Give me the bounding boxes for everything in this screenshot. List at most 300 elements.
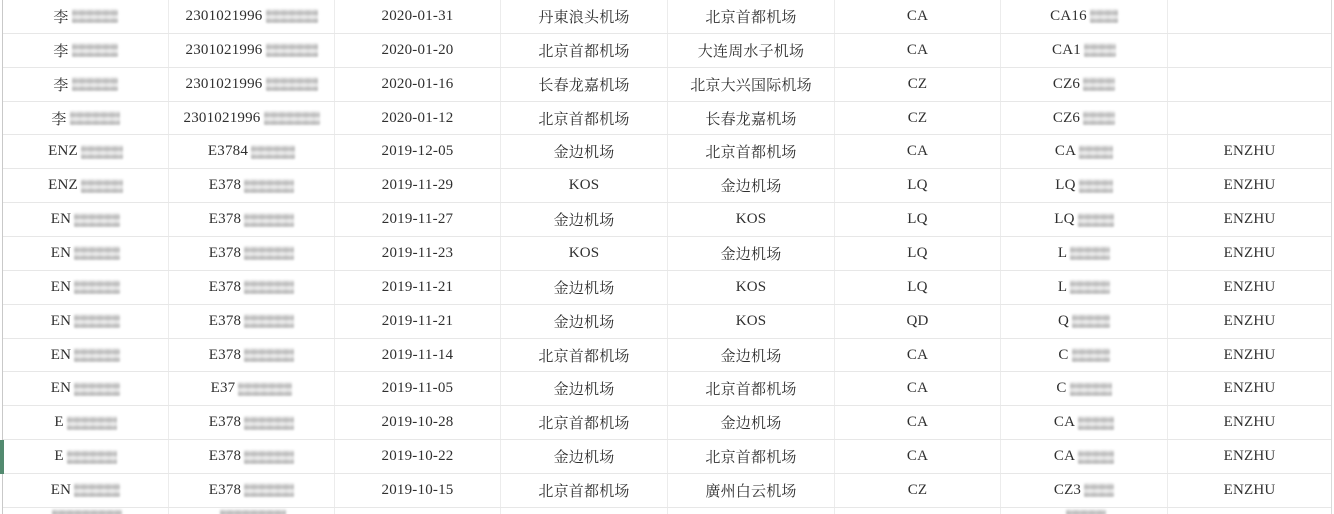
redacted-name-prefix: E (54, 448, 64, 465)
cell-flight-number[interactable] (1001, 305, 1168, 338)
cell-arrival-airport[interactable] (668, 203, 835, 236)
redacted-name-prefix: 李 (53, 43, 69, 60)
cell-flight-number[interactable] (1001, 203, 1168, 236)
cell-airline-code[interactable] (835, 34, 1001, 67)
redaction-mosaic (1070, 246, 1110, 260)
redacted-id-number-prefix: E37 (210, 380, 236, 397)
cell-flight-number[interactable] (1001, 169, 1168, 202)
cell-id-number[interactable] (169, 102, 335, 135)
cell-id-number[interactable] (169, 372, 335, 405)
redacted-name-prefix: EN (50, 244, 72, 261)
cell-tag[interactable] (1168, 237, 1331, 270)
redaction-mosaic (74, 314, 120, 328)
cell-tag[interactable] (1168, 474, 1331, 507)
cell-departure-airport[interactable] (501, 169, 668, 202)
redaction-mosaic (72, 43, 118, 57)
date-text: 2019-11-14 (381, 346, 454, 363)
cell-tag[interactable] (1168, 406, 1331, 439)
cell-name[interactable] (3, 169, 169, 202)
table-row (3, 474, 1331, 508)
cell-departure-airport[interactable] (501, 406, 668, 439)
airline-code-text: CA (906, 380, 929, 397)
departure-airport-text: 金边机场 (553, 145, 615, 162)
redacted-id-number-prefix: E378 (208, 244, 242, 261)
table-row (3, 440, 1331, 474)
cell-flight-number[interactable] (1001, 271, 1168, 304)
tag-text: ENZHU (1223, 278, 1276, 295)
redaction-mosaic (244, 213, 294, 227)
table-row (3, 406, 1331, 440)
tag-text: ENZHU (1223, 414, 1276, 431)
redacted-flight-number-prefix: CA1 (1052, 41, 1081, 58)
cell-id-number[interactable] (169, 169, 335, 202)
cell-date[interactable] (335, 474, 501, 507)
departure-airport-text: 丹東浪头机场 (538, 9, 630, 26)
cell-airline-code[interactable] (835, 440, 1001, 473)
redacted-name-prefix: 李 (53, 9, 69, 26)
redaction-mosaic (1079, 145, 1113, 159)
redaction-mosaic (244, 246, 294, 260)
date-text: 2020-01-12 (381, 109, 454, 126)
redaction-mosaic (266, 9, 318, 23)
cell-tag[interactable] (1168, 508, 1331, 514)
redacted-id-number-prefix: E378 (208, 448, 242, 465)
table-row (3, 102, 1331, 136)
cell-airline-code[interactable] (835, 135, 1001, 168)
redacted-id-number-prefix: E378 (208, 346, 242, 363)
redacted-name-prefix: EN (50, 481, 72, 498)
arrival-airport-text: 大连周水子机场 (697, 43, 805, 60)
cell-name[interactable] (3, 102, 169, 135)
cell-airline-code[interactable] (835, 169, 1001, 202)
cell-date[interactable] (335, 68, 501, 101)
tag-text: ENZHU (1223, 244, 1276, 261)
arrival-airport-text: KOS (735, 211, 767, 228)
cell-name[interactable] (3, 237, 169, 270)
redacted-name-prefix: EN (50, 380, 72, 397)
cell-tag[interactable] (1168, 0, 1331, 33)
cell-id-number[interactable] (169, 34, 335, 67)
cell-departure-airport[interactable] (501, 440, 668, 473)
cell-departure-airport[interactable] (501, 305, 668, 338)
arrival-airport-text: 金边机场 (720, 416, 782, 433)
redaction-mosaic (74, 246, 120, 260)
redacted-flight-number-prefix: LQ (1054, 211, 1075, 228)
cell-flight-number[interactable] (1001, 508, 1168, 514)
cell-date[interactable] (335, 203, 501, 236)
redaction-mosaic (244, 483, 294, 497)
cell-airline-code[interactable] (835, 339, 1001, 372)
redaction-mosaic (244, 179, 294, 193)
departure-airport-text: 北京首都机场 (538, 111, 630, 128)
cell-name[interactable] (3, 474, 169, 507)
cell-id-number[interactable] (169, 305, 335, 338)
redaction-mosaic (67, 416, 117, 430)
redacted-id-number-prefix: E378 (208, 312, 242, 329)
cell-departure-airport[interactable] (501, 508, 668, 514)
cell-date[interactable] (335, 508, 501, 514)
redaction-mosaic (1078, 450, 1114, 464)
cell-arrival-airport[interactable] (668, 271, 835, 304)
redacted-name-prefix: 李 (53, 77, 69, 94)
tag-text: ENZHU (1223, 312, 1276, 329)
cell-id-number[interactable] (169, 440, 335, 473)
cell-date[interactable] (335, 305, 501, 338)
cell-id-number[interactable] (169, 508, 335, 514)
redaction-mosaic (1084, 43, 1116, 57)
cell-id-number[interactable] (169, 339, 335, 372)
redacted-name-prefix: EN (50, 278, 72, 295)
departure-airport-text: 金边机场 (553, 314, 615, 331)
arrival-airport-text: 北京首都机场 (705, 145, 797, 162)
airline-code-text: LQ (907, 211, 928, 228)
redacted-name-prefix: EN (50, 312, 72, 329)
flight-record-table (2, 0, 1332, 514)
cell-arrival-airport[interactable] (668, 305, 835, 338)
redaction-mosaic (1072, 314, 1110, 328)
redacted-name-prefix: ENZ (48, 143, 78, 160)
cell-departure-airport[interactable] (501, 102, 668, 135)
redacted-id-number-prefix: 2301021996 (183, 109, 261, 126)
redacted-id-number-prefix: E378 (208, 211, 242, 228)
date-text: 2019-11-21 (381, 278, 454, 295)
airline-code-text: CA (906, 41, 929, 58)
redaction-mosaic (74, 280, 120, 294)
table-row (3, 203, 1331, 237)
departure-airport-text: 金边机场 (553, 213, 615, 230)
cell-id-number[interactable] (169, 68, 335, 101)
arrival-airport-text: KOS (735, 278, 767, 295)
date-text: 2019-11-29 (381, 177, 454, 194)
cell-date[interactable] (335, 102, 501, 135)
cell-name[interactable] (3, 406, 169, 439)
cell-airline-code[interactable] (835, 0, 1001, 33)
redaction-mosaic (244, 450, 294, 464)
cell-flight-number[interactable] (1001, 237, 1168, 270)
redaction-mosaic (266, 77, 318, 91)
table-row (3, 135, 1331, 169)
date-text: 2019-11-21 (381, 312, 454, 329)
table-body (3, 0, 1331, 514)
redacted-flight-number-prefix: CA (1053, 448, 1076, 465)
airline-code-text: CZ (907, 109, 928, 126)
redaction-mosaic (1070, 280, 1110, 294)
cell-tag[interactable] (1168, 169, 1331, 202)
redaction-mosaic (81, 145, 123, 159)
cell-departure-airport[interactable] (501, 34, 668, 67)
cell-tag[interactable] (1168, 440, 1331, 473)
cell-date[interactable] (335, 271, 501, 304)
date-text: 2020-01-16 (381, 75, 454, 92)
cell-flight-number[interactable] (1001, 339, 1168, 372)
date-text: 2019-10-22 (381, 448, 454, 465)
arrival-airport-text: 廣州白云机场 (705, 483, 797, 500)
cell-departure-airport[interactable] (501, 135, 668, 168)
departure-airport-text: 金边机场 (553, 280, 615, 297)
departure-airport-text: 北京首都机场 (538, 43, 630, 60)
cell-airline-code[interactable] (835, 271, 1001, 304)
redaction-mosaic (1090, 9, 1118, 23)
arrival-airport-text: KOS (735, 312, 767, 329)
cell-date[interactable] (335, 34, 501, 67)
cell-flight-number[interactable] (1001, 135, 1168, 168)
cell-name[interactable] (3, 305, 169, 338)
cell-tag[interactable] (1168, 68, 1331, 101)
table-row (3, 237, 1331, 271)
cell-id-number[interactable] (169, 474, 335, 507)
redaction-mosaic (1084, 483, 1114, 497)
cell-id-number[interactable] (169, 135, 335, 168)
redaction-mosaic (52, 509, 122, 514)
airline-code-text: QD (906, 312, 929, 329)
redaction-mosaic (1083, 111, 1115, 125)
date-text: 2020-01-20 (381, 41, 454, 58)
departure-airport-text: 金边机场 (553, 450, 615, 467)
redacted-id-number-prefix: E378 (208, 278, 242, 295)
cell-id-number[interactable] (169, 0, 335, 33)
cell-airline-code[interactable] (835, 305, 1001, 338)
cell-name[interactable] (3, 271, 169, 304)
cell-flight-number[interactable] (1001, 372, 1168, 405)
cell-flight-number[interactable] (1001, 406, 1168, 439)
table-row (3, 0, 1331, 34)
arrival-airport-text: 北京首都机场 (705, 9, 797, 26)
cell-date[interactable] (335, 372, 501, 405)
arrival-airport-text: 北京首都机场 (705, 450, 797, 467)
cell-arrival-airport[interactable] (668, 372, 835, 405)
redacted-id-number-prefix: 2301021996 (185, 41, 263, 58)
cell-departure-airport[interactable] (501, 237, 668, 270)
airline-code-text: CA (906, 143, 929, 160)
date-text: 2020-01-31 (381, 7, 454, 24)
arrival-airport-text: 长春龙嘉机场 (705, 111, 797, 128)
airline-code-text: CZ (907, 481, 928, 498)
redacted-name-prefix: EN (50, 346, 72, 363)
cell-airline-code[interactable] (835, 508, 1001, 514)
cell-name[interactable] (3, 339, 169, 372)
cell-tag[interactable] (1168, 271, 1331, 304)
cell-arrival-airport[interactable] (668, 68, 835, 101)
tag-text: ENZHU (1223, 211, 1276, 228)
cell-id-number[interactable] (169, 237, 335, 270)
cell-date[interactable] (335, 440, 501, 473)
redacted-flight-number-prefix: CZ3 (1053, 481, 1082, 498)
table-row (3, 68, 1331, 102)
tag-text: ENZHU (1223, 380, 1276, 397)
cell-departure-airport[interactable] (501, 474, 668, 507)
redacted-name-prefix: 李 (51, 111, 67, 128)
cell-tag[interactable] (1168, 102, 1331, 135)
redacted-id-number-prefix: E3784 (207, 143, 249, 160)
cell-tag[interactable] (1168, 203, 1331, 236)
cell-arrival-airport[interactable] (668, 0, 835, 33)
cell-airline-code[interactable] (835, 237, 1001, 270)
redaction-mosaic (1072, 348, 1110, 362)
cell-airline-code[interactable] (835, 372, 1001, 405)
airline-code-text: CA (906, 7, 929, 24)
cell-departure-airport[interactable] (501, 339, 668, 372)
cell-arrival-airport[interactable] (668, 440, 835, 473)
departure-airport-text: 长春龙嘉机场 (538, 77, 630, 94)
redaction-mosaic (72, 77, 118, 91)
departure-airport-text: 北京首都机场 (538, 416, 630, 433)
departure-airport-text: 北京首都机场 (538, 348, 630, 365)
redacted-name-prefix: E (54, 414, 64, 431)
redacted-id-number-prefix: E378 (208, 414, 242, 431)
cell-departure-airport[interactable] (501, 68, 668, 101)
arrival-airport-text: 金边机场 (720, 179, 782, 196)
redaction-mosaic (1079, 179, 1113, 193)
cell-airline-code[interactable] (835, 68, 1001, 101)
redacted-flight-number-prefix: C (1056, 380, 1067, 397)
cell-flight-number[interactable] (1001, 474, 1168, 507)
table-row (3, 339, 1331, 373)
redacted-flight-number-prefix: C (1058, 346, 1069, 363)
table-row-partial (3, 508, 1331, 514)
cell-name[interactable] (3, 508, 169, 514)
cell-arrival-airport[interactable] (668, 237, 835, 270)
tag-text: ENZHU (1223, 346, 1276, 363)
cell-arrival-airport[interactable] (668, 339, 835, 372)
cell-departure-airport[interactable] (501, 372, 668, 405)
date-text: 2019-10-15 (381, 481, 454, 498)
cell-name[interactable] (3, 34, 169, 67)
cell-departure-airport[interactable] (501, 203, 668, 236)
cell-flight-number[interactable] (1001, 68, 1168, 101)
redaction-mosaic (1078, 416, 1114, 430)
cell-tag[interactable] (1168, 135, 1331, 168)
redaction-mosaic (70, 111, 120, 125)
redacted-id-number-prefix: 2301021996 (185, 7, 263, 24)
date-text: 2019-11-27 (381, 211, 454, 228)
cell-arrival-airport[interactable] (668, 34, 835, 67)
cell-tag[interactable] (1168, 339, 1331, 372)
redacted-flight-number-prefix: L (1057, 278, 1068, 295)
redaction-mosaic (244, 348, 294, 362)
table-row (3, 271, 1331, 305)
redacted-id-number-prefix: 2301021996 (185, 75, 263, 92)
cell-date[interactable] (335, 406, 501, 439)
airline-code-text: CZ (907, 75, 928, 92)
cell-departure-airport[interactable] (501, 0, 668, 33)
cell-arrival-airport[interactable] (668, 135, 835, 168)
cell-name[interactable] (3, 135, 169, 168)
redacted-id-number-prefix: E378 (208, 481, 242, 498)
redaction-mosaic (266, 43, 318, 57)
departure-airport-text: 北京首都机场 (538, 483, 630, 500)
redaction-mosaic (264, 111, 320, 125)
table-row (3, 34, 1331, 68)
redacted-flight-number-prefix: CZ6 (1052, 109, 1081, 126)
tag-text: ENZHU (1223, 448, 1276, 465)
departure-airport-text: 金边机场 (553, 382, 615, 399)
cell-name[interactable] (3, 203, 169, 236)
table-row (3, 372, 1331, 406)
arrival-airport-text: 金边机场 (720, 348, 782, 365)
redacted-name-prefix: ENZ (48, 177, 78, 194)
table-row (3, 305, 1331, 339)
tag-text: ENZHU (1223, 143, 1276, 160)
departure-airport-text: KOS (568, 177, 600, 194)
cell-arrival-airport[interactable] (668, 474, 835, 507)
cell-departure-airport[interactable] (501, 271, 668, 304)
date-text: 2019-12-05 (381, 143, 454, 160)
cell-id-number[interactable] (169, 203, 335, 236)
redacted-flight-number-prefix: CA (1053, 414, 1076, 431)
redacted-flight-number-prefix: Q (1057, 312, 1070, 329)
departure-airport-text: KOS (568, 244, 600, 261)
cell-id-number[interactable] (169, 271, 335, 304)
cell-date[interactable] (335, 169, 501, 202)
cell-flight-number[interactable] (1001, 102, 1168, 135)
arrival-airport-text: 北京首都机场 (705, 382, 797, 399)
cell-arrival-airport[interactable] (668, 508, 835, 514)
redacted-flight-number-prefix: L (1057, 244, 1068, 261)
cell-flight-number[interactable] (1001, 440, 1168, 473)
cell-id-number[interactable] (169, 406, 335, 439)
airline-code-text: LQ (907, 244, 928, 261)
cell-date[interactable] (335, 339, 501, 372)
redaction-mosaic (244, 416, 294, 430)
cell-tag[interactable] (1168, 34, 1331, 67)
tag-text: ENZHU (1223, 177, 1276, 194)
cell-date[interactable] (335, 0, 501, 33)
cell-name[interactable] (3, 0, 169, 33)
cell-name[interactable] (3, 68, 169, 101)
redaction-mosaic (1070, 382, 1112, 396)
cell-airline-code[interactable] (835, 203, 1001, 236)
redaction-mosaic (1083, 77, 1115, 91)
arrival-airport-text: 金边机场 (720, 246, 782, 263)
cell-airline-code[interactable] (835, 102, 1001, 135)
redaction-mosaic (220, 509, 286, 514)
airline-code-text: CA (906, 414, 929, 431)
redaction-mosaic (1078, 213, 1114, 227)
cell-name[interactable] (3, 440, 169, 473)
cell-arrival-airport[interactable] (668, 406, 835, 439)
redacted-id-number-prefix: E378 (208, 177, 242, 194)
redacted-flight-number-prefix: CA (1054, 143, 1077, 160)
redaction-mosaic (74, 213, 120, 227)
date-text: 2019-11-23 (381, 244, 454, 261)
redaction-mosaic (72, 9, 118, 23)
cell-date[interactable] (335, 135, 501, 168)
table-row (3, 169, 1331, 203)
cell-airline-code[interactable] (835, 406, 1001, 439)
cell-arrival-airport[interactable] (668, 169, 835, 202)
cell-date[interactable] (335, 237, 501, 270)
cell-name[interactable] (3, 372, 169, 405)
airline-code-text: LQ (907, 177, 928, 194)
cell-tag[interactable] (1168, 305, 1331, 338)
cell-flight-number[interactable] (1001, 34, 1168, 67)
cell-tag[interactable] (1168, 372, 1331, 405)
redaction-mosaic (74, 382, 120, 396)
arrival-airport-text: 北京大兴国际机场 (690, 77, 812, 94)
date-text: 2019-10-28 (381, 414, 454, 431)
redaction-mosaic (81, 179, 123, 193)
redaction-mosaic (1066, 509, 1106, 514)
redaction-mosaic (74, 483, 120, 497)
cell-airline-code[interactable] (835, 474, 1001, 507)
redaction-mosaic (251, 145, 295, 159)
redaction-mosaic (238, 382, 292, 396)
redacted-name-prefix: EN (50, 211, 72, 228)
tag-text: ENZHU (1223, 481, 1276, 498)
cell-arrival-airport[interactable] (668, 102, 835, 135)
date-text: 2019-11-05 (381, 380, 454, 397)
cell-flight-number[interactable] (1001, 0, 1168, 33)
